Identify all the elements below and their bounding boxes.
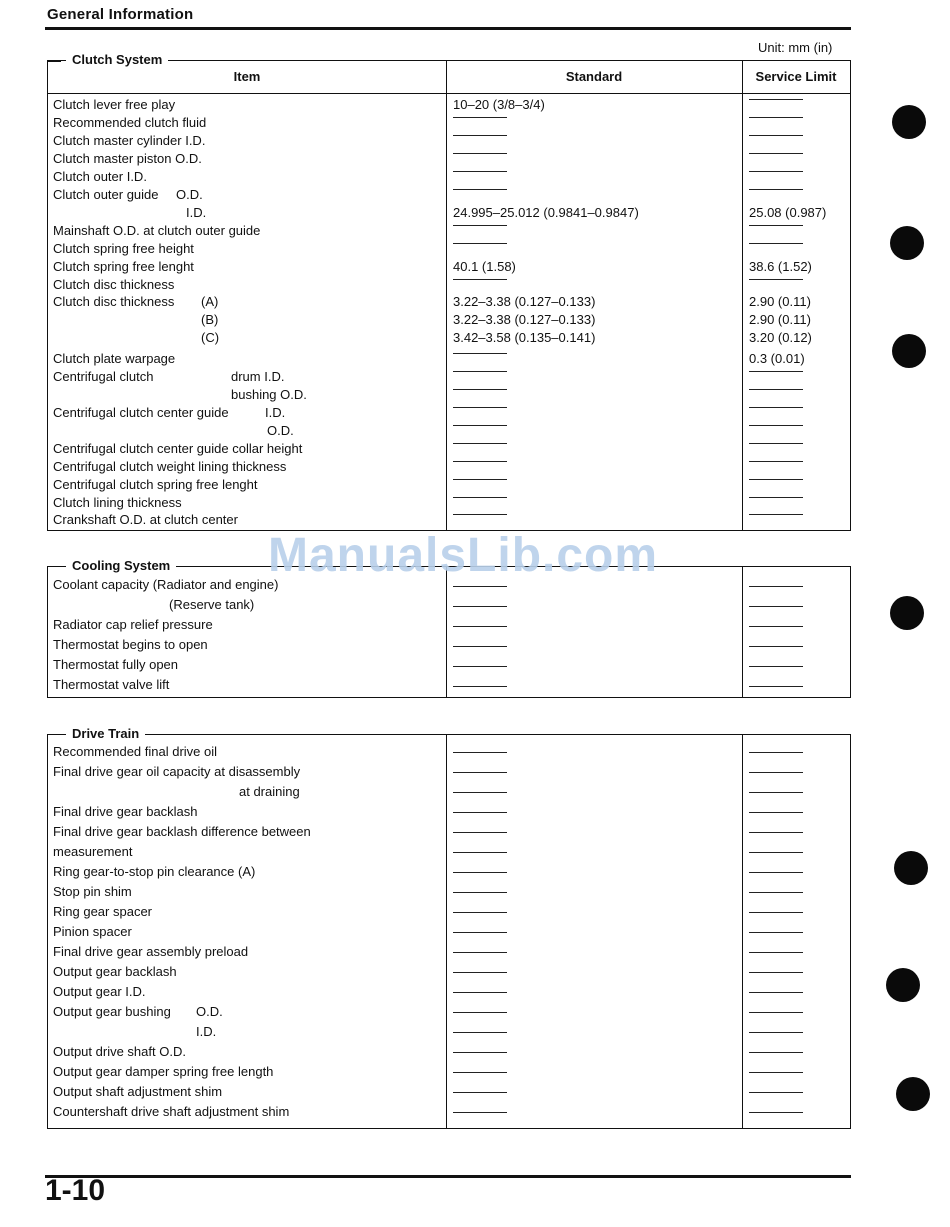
- row-item-label: Clutch outer I.D.: [53, 169, 147, 184]
- standard-blank-line: [453, 932, 507, 933]
- page-header-title: General Information: [47, 6, 194, 23]
- row-item-label: Output shaft adjustment shim: [53, 1084, 223, 1099]
- row-item-label: Final drive gear assembly preload: [53, 944, 249, 959]
- binder-hole-icon: [890, 226, 924, 260]
- row-item-label: Final drive gear backlash difference between: [53, 824, 311, 839]
- service-limit-value: 3.20 (0.12): [749, 330, 812, 345]
- service-limit-blank-line: [749, 666, 803, 667]
- watermark: ManualsLib.com: [268, 529, 659, 582]
- row-sub-label: drum I.D.: [231, 369, 285, 384]
- standard-blank-line: [453, 666, 507, 667]
- clutch-system-table: [47, 60, 851, 531]
- standard-blank-line: [453, 135, 507, 136]
- standard-blank-line: [453, 479, 507, 480]
- row-item-label: Recommended clutch fluid: [53, 115, 207, 130]
- row-item-label: Clutch outer guide: [53, 187, 159, 202]
- section-title-clutch: Clutch System: [66, 52, 168, 67]
- row-item-label: Clutch lever free play: [53, 97, 176, 112]
- service-limit-blank-line: [749, 872, 803, 873]
- standard-blank-line: [453, 832, 507, 833]
- column-divider-limit: [742, 735, 743, 1128]
- service-limit-blank-line: [749, 389, 803, 390]
- row-item-label: Clutch lining thickness: [53, 495, 182, 510]
- standard-blank-line: [453, 1052, 507, 1053]
- column-divider-standard: [446, 61, 447, 530]
- standard-blank-line: [453, 1092, 507, 1093]
- standard-blank-line: [453, 171, 507, 172]
- service-limit-blank-line: [749, 153, 803, 154]
- standard-blank-line: [453, 606, 507, 607]
- standard-value: 10–20 (3/8–3/4): [453, 97, 545, 112]
- service-limit-blank-line: [749, 892, 803, 893]
- row-sub-label: O.D.: [196, 1004, 223, 1019]
- service-limit-blank-line: [749, 1092, 803, 1093]
- row-item-label: Coolant capacity (Radiator and engine): [53, 577, 279, 592]
- row-item-label: Clutch disc thickness: [53, 294, 175, 309]
- standard-blank-line: [453, 626, 507, 627]
- service-limit-blank-line: [749, 135, 803, 136]
- row-item-label: Clutch disc thickness: [53, 277, 175, 292]
- service-limit-value: 2.90 (0.11): [749, 312, 811, 327]
- service-limit-blank-line: [749, 171, 803, 172]
- header-divider: [48, 93, 850, 94]
- standard-blank-line: [453, 772, 507, 773]
- drive-train-table: [47, 734, 851, 1129]
- service-limit-blank-line: [749, 225, 803, 226]
- service-limit-blank-line: [749, 606, 803, 607]
- service-limit-blank-line: [749, 99, 803, 100]
- column-header-item: Item: [233, 69, 261, 84]
- service-limit-blank-line: [749, 832, 803, 833]
- row-item-label: Centrifugal clutch: [53, 369, 154, 384]
- column-divider-limit: [742, 61, 743, 530]
- standard-blank-line: [453, 353, 507, 354]
- service-limit-blank-line: [749, 407, 803, 408]
- service-limit-blank-line: [749, 972, 803, 973]
- standard-blank-line: [453, 1072, 507, 1073]
- standard-blank-line: [453, 912, 507, 913]
- service-limit-blank-line: [749, 1032, 803, 1033]
- standard-blank-line: [453, 279, 507, 280]
- service-limit-value: 2.90 (0.11): [749, 294, 811, 309]
- standard-blank-line: [453, 892, 507, 893]
- service-limit-blank-line: [749, 1112, 803, 1113]
- standard-blank-line: [453, 243, 507, 244]
- row-item-label: Centrifugal clutch center guide collar height: [53, 441, 303, 456]
- row-item-label: Clutch plate warpage: [53, 351, 176, 366]
- standard-blank-line: [453, 1032, 507, 1033]
- service-limit-blank-line: [749, 686, 803, 687]
- row-sub-label: I.D.: [186, 205, 207, 220]
- service-limit-blank-line: [749, 992, 803, 993]
- row-item-label: Countershaft drive shaft adjustment shim: [53, 1104, 290, 1119]
- service-limit-blank-line: [749, 443, 803, 444]
- column-header-service-limit: Service Limit: [755, 69, 837, 84]
- standard-blank-line: [453, 992, 507, 993]
- standard-blank-line: [453, 646, 507, 647]
- row-item-label: Final drive gear oil capacity at disassembly: [53, 764, 301, 779]
- row-item-label: Ring gear spacer: [53, 904, 152, 919]
- service-limit-blank-line: [749, 189, 803, 190]
- service-limit-blank-line: [749, 586, 803, 587]
- column-header-standard: Standard: [565, 69, 623, 84]
- row-sub-label: (C): [201, 330, 220, 345]
- binder-hole-icon: [892, 334, 926, 368]
- standard-blank-line: [453, 461, 507, 462]
- standard-blank-line: [453, 686, 507, 687]
- standard-value: 40.1 (1.58): [453, 259, 516, 274]
- binder-hole-icon: [894, 851, 928, 885]
- service-limit-value: 0.3 (0.01): [749, 351, 805, 366]
- row-item-label: Clutch master cylinder I.D.: [53, 133, 206, 148]
- standard-blank-line: [453, 1112, 507, 1113]
- row-item-label: Clutch master piston O.D.: [53, 151, 202, 166]
- row-item-label: Clutch spring free lenght: [53, 259, 194, 274]
- standard-blank-line: [453, 952, 507, 953]
- service-limit-blank-line: [749, 371, 803, 372]
- row-item-label: Pinion spacer: [53, 924, 132, 939]
- row-item-label: Crankshaft O.D. at clutch center: [53, 512, 238, 527]
- standard-blank-line: [453, 812, 507, 813]
- service-limit-blank-line: [749, 279, 803, 280]
- service-limit-blank-line: [749, 626, 803, 627]
- service-limit-blank-line: [749, 1012, 803, 1013]
- standard-blank-line: [453, 792, 507, 793]
- column-divider-standard: [446, 735, 447, 1128]
- service-limit-blank-line: [749, 1052, 803, 1053]
- service-limit-blank-line: [749, 243, 803, 244]
- row-item-label: Output gear damper spring free length: [53, 1064, 274, 1079]
- standard-blank-line: [453, 497, 507, 498]
- service-limit-blank-line: [749, 932, 803, 933]
- standard-blank-line: [453, 407, 507, 408]
- standard-blank-line: [453, 1012, 507, 1013]
- standard-blank-line: [453, 425, 507, 426]
- row-item-label: Output gear backlash: [53, 964, 177, 979]
- row-item-label: Ring gear-to-stop pin clearance (A): [53, 864, 256, 879]
- row-sub-label: I.D.: [265, 405, 286, 420]
- service-limit-blank-line: [749, 852, 803, 853]
- standard-value: 3.22–3.38 (0.127–0.133): [453, 312, 596, 327]
- standard-blank-line: [453, 872, 507, 873]
- footer-rule: [45, 1175, 851, 1178]
- row-sub-label: (Reserve tank): [169, 597, 255, 612]
- service-limit-blank-line: [749, 461, 803, 462]
- row-item-label: Thermostat begins to open: [53, 637, 208, 652]
- header-rule: [45, 27, 851, 30]
- row-item-label: Output drive shaft O.D.: [53, 1044, 186, 1059]
- row-item-label: measurement: [53, 844, 133, 859]
- standard-blank-line: [453, 514, 507, 515]
- row-item-label: Radiator cap relief pressure: [53, 617, 213, 632]
- row-item-label: Thermostat fully open: [53, 657, 179, 672]
- row-item-label: Centrifugal clutch center guide: [53, 405, 229, 420]
- standard-blank-line: [453, 371, 507, 372]
- service-limit-blank-line: [749, 117, 803, 118]
- standard-value: 24.995–25.012 (0.9841–0.9847): [453, 205, 639, 220]
- row-item-label: Final drive gear backlash: [53, 804, 198, 819]
- column-divider-limit: [742, 567, 743, 697]
- row-sub-label: O.D.: [267, 423, 294, 438]
- standard-blank-line: [453, 153, 507, 154]
- service-limit-blank-line: [749, 792, 803, 793]
- standard-blank-line: [453, 189, 507, 190]
- standard-blank-line: [453, 852, 507, 853]
- row-sub-label: (B): [201, 312, 219, 327]
- unit-label: Unit: mm (in): [758, 40, 833, 55]
- row-sub-label: bushing O.D.: [231, 387, 307, 402]
- title-bracket: [47, 60, 61, 62]
- row-sub-label: at draining: [239, 784, 300, 799]
- standard-blank-line: [453, 586, 507, 587]
- column-divider-standard: [446, 567, 447, 697]
- row-sub-label: I.D.: [196, 1024, 217, 1039]
- section-title-cooling: Cooling System: [66, 558, 176, 573]
- row-item-label: Clutch spring free height: [53, 241, 194, 256]
- row-item-label: Output gear I.D.: [53, 984, 146, 999]
- standard-blank-line: [453, 443, 507, 444]
- standard-blank-line: [453, 225, 507, 226]
- row-sub-label: (A): [201, 294, 219, 309]
- binder-hole-icon: [890, 596, 924, 630]
- binder-hole-icon: [892, 105, 926, 139]
- service-limit-blank-line: [749, 912, 803, 913]
- standard-blank-line: [453, 389, 507, 390]
- row-item-label: Stop pin shim: [53, 884, 132, 899]
- row-sub-label: O.D.: [176, 187, 203, 202]
- standard-blank-line: [453, 972, 507, 973]
- service-limit-blank-line: [749, 646, 803, 647]
- standard-value: 3.22–3.38 (0.127–0.133): [453, 294, 596, 309]
- service-limit-blank-line: [749, 752, 803, 753]
- standard-blank-line: [453, 752, 507, 753]
- binder-hole-icon: [896, 1077, 930, 1111]
- service-limit-blank-line: [749, 772, 803, 773]
- service-limit-value: 25.08 (0.987): [749, 205, 827, 220]
- binder-hole-icon: [886, 968, 920, 1002]
- service-limit-blank-line: [749, 514, 803, 515]
- row-item-label: Centrifugal clutch spring free lenght: [53, 477, 258, 492]
- row-item-label: Mainshaft O.D. at clutch outer guide: [53, 223, 261, 238]
- service-limit-blank-line: [749, 952, 803, 953]
- row-item-label: Recommended final drive oil: [53, 744, 218, 759]
- section-title-drive: Drive Train: [66, 726, 145, 741]
- service-limit-blank-line: [749, 425, 803, 426]
- service-limit-blank-line: [749, 812, 803, 813]
- standard-value: 3.42–3.58 (0.135–0.141): [453, 330, 596, 345]
- page-number: 1-10: [45, 1174, 106, 1207]
- row-item-label: Centrifugal clutch weight lining thickness: [53, 459, 287, 474]
- row-item-label: Output gear bushing: [53, 1004, 171, 1019]
- service-limit-value: 38.6 (1.52): [749, 259, 812, 274]
- service-limit-blank-line: [749, 479, 803, 480]
- standard-blank-line: [453, 117, 507, 118]
- row-item-label: Thermostat valve lift: [53, 677, 170, 692]
- service-limit-blank-line: [749, 497, 803, 498]
- service-limit-blank-line: [749, 1072, 803, 1073]
- cooling-system-table: [47, 566, 851, 698]
